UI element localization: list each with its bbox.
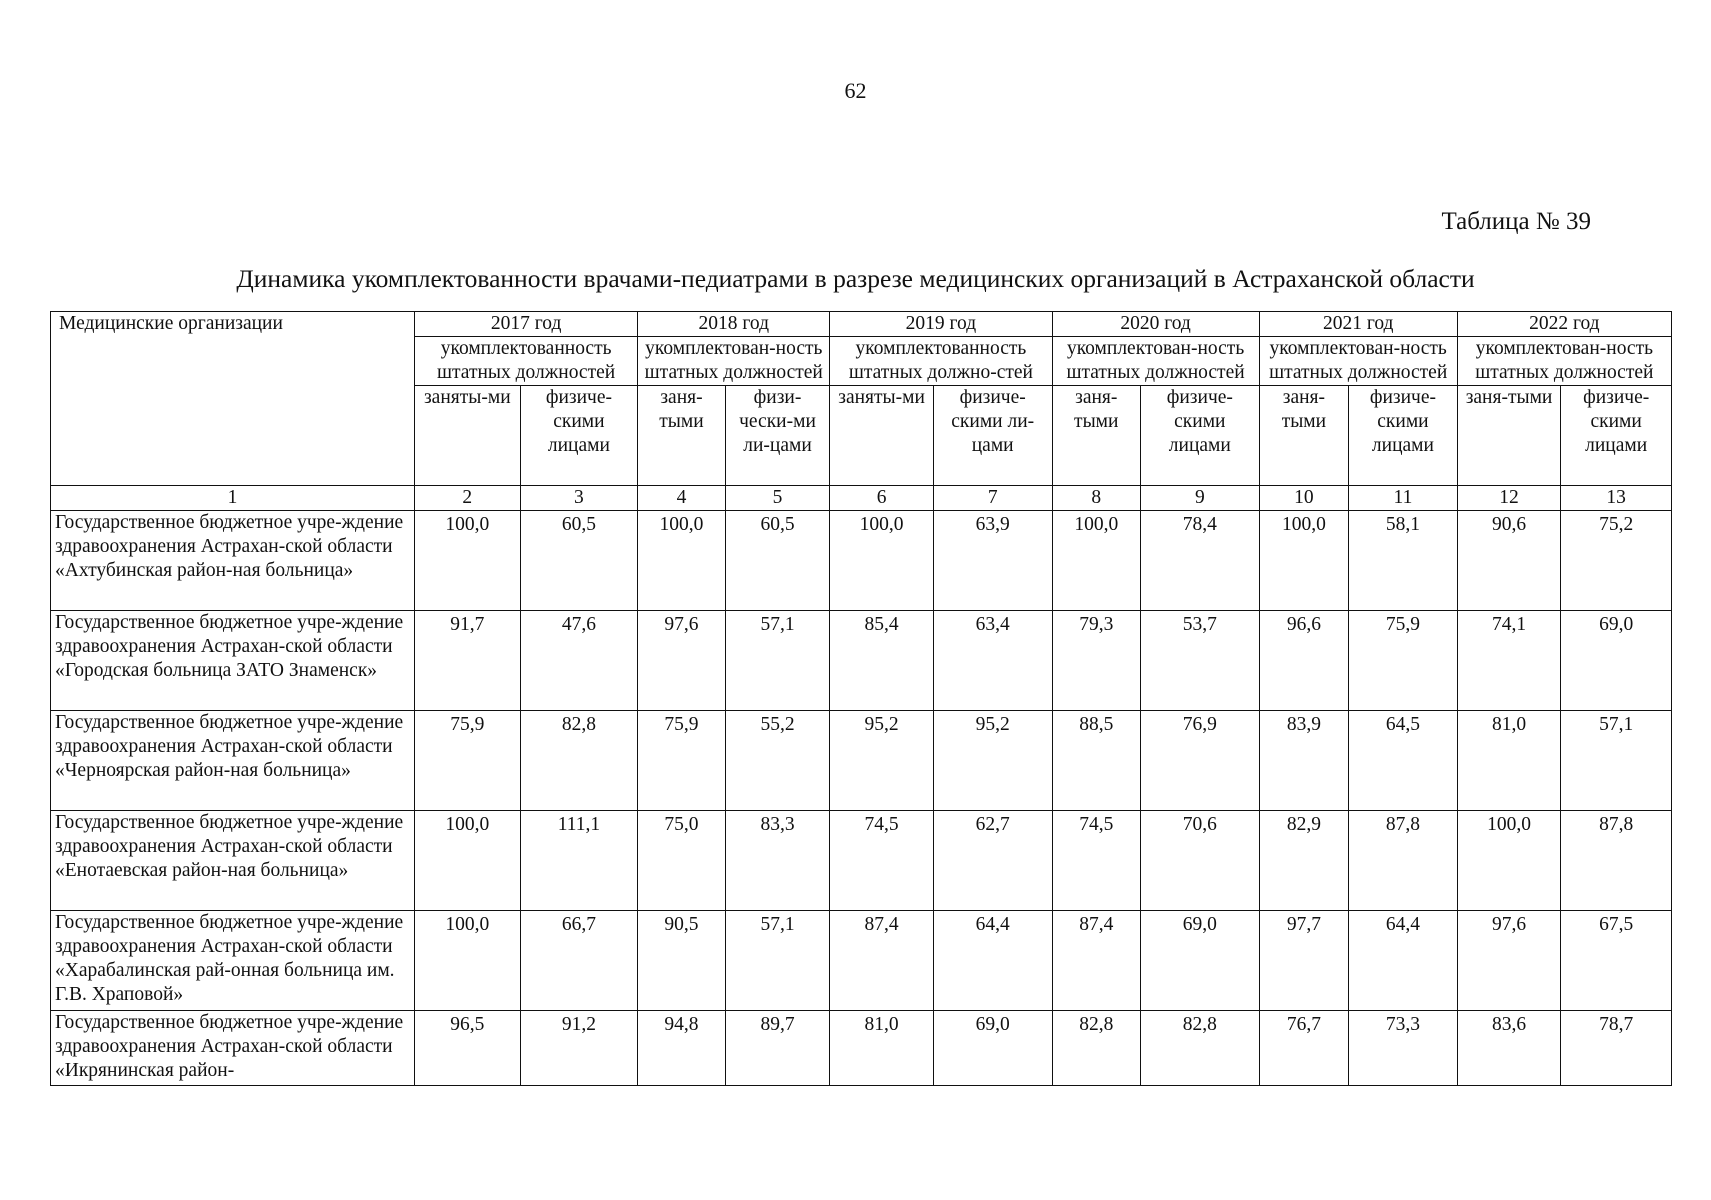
value-cell: 47,6	[520, 611, 638, 711]
value-cell: 100,0	[415, 911, 521, 1011]
column-number-row	[51, 486, 1672, 511]
sub-header-occupied: заняты-ми	[830, 386, 934, 486]
group-header: укомплектованность штатных должно-стей	[830, 337, 1052, 386]
value-cell: 111,1	[520, 811, 638, 911]
column-number: 5	[725, 486, 830, 511]
value-cell: 82,9	[1259, 811, 1348, 911]
year-header: 2021 год	[1259, 312, 1457, 337]
value-cell: 87,8	[1561, 811, 1672, 911]
value-cell: 79,3	[1052, 611, 1140, 711]
table-title: Динамика укомплектованности врачами-педиатрами в разрезе медицинских организаций в Астраханской области	[236, 264, 1475, 293]
table-row	[51, 711, 1672, 811]
sub-header-persons: физиче-скими лицами	[1561, 386, 1672, 486]
value-cell: 83,9	[1259, 711, 1348, 811]
table-row	[51, 511, 1672, 611]
value-cell: 83,6	[1457, 1011, 1561, 1086]
year-header: 2022 год	[1457, 312, 1671, 337]
value-cell: 89,7	[725, 1011, 830, 1086]
group-header: укомплектован-ность штатных должностей	[1052, 337, 1259, 386]
value-cell: 75,9	[415, 711, 521, 811]
value-cell: 69,0	[1141, 911, 1260, 1011]
value-cell: 76,7	[1259, 1011, 1348, 1086]
staffing-table	[50, 311, 1672, 1086]
value-cell: 78,4	[1141, 511, 1260, 611]
year-header: 2019 год	[830, 312, 1052, 337]
value-cell: 60,5	[520, 511, 638, 611]
value-cell: 64,4	[933, 911, 1052, 1011]
value-cell: 94,8	[638, 1011, 725, 1086]
value-cell: 75,2	[1561, 511, 1672, 611]
value-cell: 100,0	[415, 511, 521, 611]
value-cell: 55,2	[725, 711, 830, 811]
value-cell: 95,2	[933, 711, 1052, 811]
sub-header-persons: физи-чески-ми ли-цами	[725, 386, 830, 486]
value-cell: 100,0	[415, 811, 521, 911]
year-header: 2020 год	[1052, 312, 1259, 337]
value-cell: 75,9	[1349, 611, 1458, 711]
group-header: укомплектован-ность штатных должностей	[1457, 337, 1671, 386]
sub-header-occupied: заня-тыми	[1052, 386, 1140, 486]
column-number: 10	[1259, 486, 1348, 511]
value-cell: 75,9	[638, 711, 725, 811]
value-cell: 81,0	[830, 1011, 934, 1086]
value-cell: 64,4	[1349, 911, 1458, 1011]
column-number: 3	[520, 486, 638, 511]
sub-header-persons: физиче-скими лицами	[520, 386, 638, 486]
table-row	[51, 611, 1672, 711]
org-name: Государственное бюджетное учре-ждение здравоохранения Астрахан-ской области «Енотаевская район-ная больница»	[51, 811, 415, 911]
table-row	[51, 911, 1672, 1011]
column-number: 8	[1052, 486, 1140, 511]
group-header: укомплектованность штатных должностей	[415, 337, 638, 386]
value-cell: 63,4	[933, 611, 1052, 711]
value-cell: 100,0	[638, 511, 725, 611]
org-column-header: Медицинские организации	[51, 312, 415, 486]
table-row	[51, 811, 1672, 911]
year-header: 2017 год	[415, 312, 638, 337]
group-header: укомплектован-ность штатных должностей	[638, 337, 830, 386]
sub-header-persons: физиче-скими лицами	[1349, 386, 1458, 486]
column-number: 2	[415, 486, 521, 511]
value-cell: 73,3	[1349, 1011, 1458, 1086]
column-number: 11	[1349, 486, 1458, 511]
value-cell: 62,7	[933, 811, 1052, 911]
value-cell: 82,8	[520, 711, 638, 811]
org-name: Государственное бюджетное учре-ждение здравоохранения Астрахан-ской области «Икрянинская район-	[51, 1011, 415, 1086]
sub-header-occupied: заня-тыми	[1457, 386, 1561, 486]
column-number: 1	[51, 486, 415, 511]
value-cell: 82,8	[1052, 1011, 1140, 1086]
value-cell: 87,4	[1052, 911, 1140, 1011]
value-cell: 85,4	[830, 611, 934, 711]
value-cell: 57,1	[725, 911, 830, 1011]
column-number: 12	[1457, 486, 1561, 511]
value-cell: 58,1	[1349, 511, 1458, 611]
group-header: укомплектован-ность штатных должностей	[1259, 337, 1457, 386]
value-cell: 76,9	[1141, 711, 1260, 811]
value-cell: 83,3	[725, 811, 830, 911]
value-cell: 60,5	[725, 511, 830, 611]
value-cell: 97,7	[1259, 911, 1348, 1011]
value-cell: 69,0	[1561, 611, 1672, 711]
sub-header-persons: физиче-скими лицами	[1141, 386, 1260, 486]
value-cell: 66,7	[520, 911, 638, 1011]
column-number: 9	[1141, 486, 1260, 511]
value-cell: 100,0	[1259, 511, 1348, 611]
value-cell: 70,6	[1141, 811, 1260, 911]
sub-header-occupied: заня-тыми	[638, 386, 725, 486]
column-number: 13	[1561, 486, 1672, 511]
value-cell: 67,5	[1561, 911, 1672, 1011]
org-name: Государственное бюджетное учре-ждение здравоохранения Астрахан-ской области «Городская больница ЗАТО Знаменск»	[51, 611, 415, 711]
value-cell: 90,5	[638, 911, 725, 1011]
page-number: 62	[844, 78, 867, 103]
sub-header-occupied: заня-тыми	[1259, 386, 1348, 486]
value-cell: 81,0	[1457, 711, 1561, 811]
value-cell: 57,1	[725, 611, 830, 711]
value-cell: 75,0	[638, 811, 725, 911]
year-header: 2018 год	[638, 312, 830, 337]
table-row	[51, 1011, 1672, 1086]
value-cell: 97,6	[1457, 911, 1561, 1011]
value-cell: 100,0	[1052, 511, 1140, 611]
table-number: Таблица № 39	[1441, 208, 1591, 235]
value-cell: 100,0	[830, 511, 934, 611]
value-cell: 88,5	[1052, 711, 1140, 811]
value-cell: 57,1	[1561, 711, 1672, 811]
value-cell: 87,4	[830, 911, 934, 1011]
value-cell: 63,9	[933, 511, 1052, 611]
value-cell: 82,8	[1141, 1011, 1260, 1086]
value-cell: 91,7	[415, 611, 521, 711]
value-cell: 95,2	[830, 711, 934, 811]
value-cell: 90,6	[1457, 511, 1561, 611]
value-cell: 53,7	[1141, 611, 1260, 711]
value-cell: 97,6	[638, 611, 725, 711]
header-row-years	[51, 312, 1672, 337]
value-cell: 69,0	[933, 1011, 1052, 1086]
value-cell: 87,8	[1349, 811, 1458, 911]
org-name: Государственное бюджетное учре-ждение здравоохранения Астрахан-ской области «Черноярская район-ная больница»	[51, 711, 415, 811]
org-name: Государственное бюджетное учре-ждение здравоохранения Астрахан-ской области «Харабалинская рай-онная больница им. Г.В. Храповой»	[51, 911, 415, 1011]
column-number: 6	[830, 486, 934, 511]
value-cell: 74,1	[1457, 611, 1561, 711]
org-name: Государственное бюджетное учре-ждение здравоохранения Астрахан-ской области «Ахтубинская район-ная больница»	[51, 511, 415, 611]
value-cell: 91,2	[520, 1011, 638, 1086]
value-cell: 96,5	[415, 1011, 521, 1086]
value-cell: 96,6	[1259, 611, 1348, 711]
value-cell: 74,5	[1052, 811, 1140, 911]
value-cell: 74,5	[830, 811, 934, 911]
sub-header-persons: физиче-скими ли-цами	[933, 386, 1052, 486]
value-cell: 64,5	[1349, 711, 1458, 811]
column-number: 7	[933, 486, 1052, 511]
sub-header-occupied: заняты-ми	[415, 386, 521, 486]
value-cell: 78,7	[1561, 1011, 1672, 1086]
column-number: 4	[638, 486, 725, 511]
value-cell: 100,0	[1457, 811, 1561, 911]
